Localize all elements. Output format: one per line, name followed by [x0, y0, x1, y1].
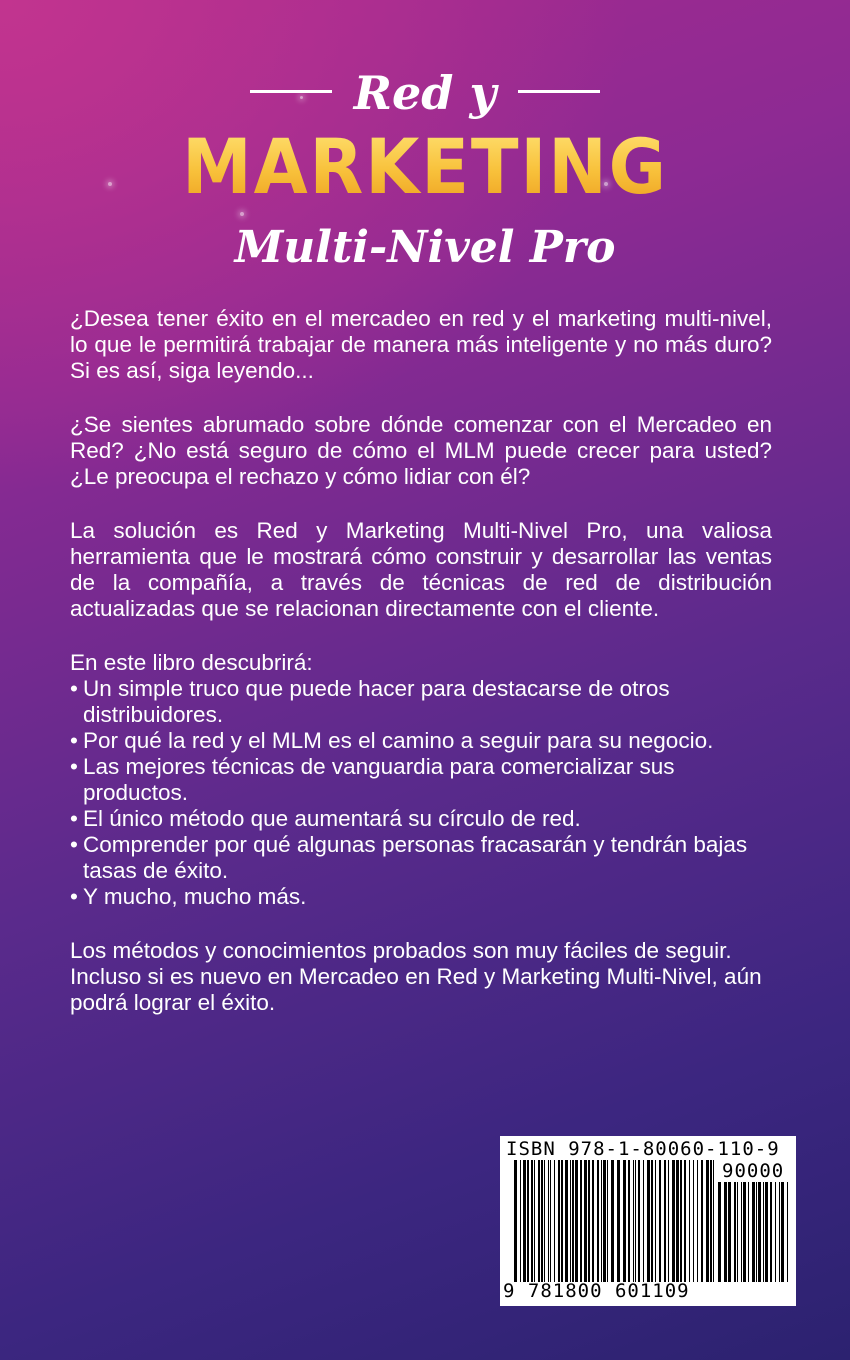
blurb-paragraph-1: ¿Desea tener éxito en el mercadeo en red y el marketing multi-nivel, lo que le permitirá trabajar de manera más inteligente y no más duro? Si es así, siga leyendo...: [70, 306, 772, 383]
barcode-bar: [680, 1160, 682, 1282]
barcode-bar: [684, 1160, 686, 1282]
barcode-bar: [697, 1160, 698, 1282]
list-item: [70, 806, 772, 832]
title-marketing: MARKETING: [34, 122, 816, 211]
barcode-bar: [728, 1182, 731, 1282]
title-red-y: Red y: [353, 66, 497, 120]
bullet-icon: •: [70, 676, 78, 701]
barcode-bar: [520, 1160, 521, 1282]
list-item: [70, 832, 772, 884]
barcode-digits: 9 781800 601109: [503, 1280, 690, 1302]
blurb-paragraph-2: ¿Se sientes abrumado sobre dónde comenzar con el Mercadeo en Red? ¿No está seguro de cómo el MLM puede crecer para usted? ¿Le preocupa el rechazo y cómo lidiar con él?: [70, 412, 772, 489]
title-multi-nivel-pro: Multi-Nivel Pro: [234, 222, 616, 273]
barcode-bar: [775, 1182, 776, 1282]
back-cover-blurb: [70, 306, 772, 1044]
list-item-text: Las mejores técnicas de vanguardia para comercializar sus productos.: [83, 754, 675, 805]
barcode-bar: [787, 1182, 788, 1282]
barcode-bar: [514, 1160, 517, 1282]
barcode-bar: [668, 1160, 669, 1282]
barcode-bar: [713, 1160, 714, 1282]
barcode-bar: [550, 1160, 551, 1282]
barcode-bar: [628, 1160, 630, 1282]
barcode-bar: [737, 1182, 738, 1282]
barcode-bar: [647, 1160, 650, 1282]
list-item-text: Comprender por qué algunas personas fracasarán y tendrán bajas tasas de éxito.: [83, 832, 748, 883]
barcode-bar: [770, 1182, 772, 1282]
list-item: [70, 754, 772, 806]
bullet-icon: •: [70, 728, 78, 753]
bullet-icon: •: [70, 806, 78, 831]
barcode-bar: [544, 1160, 545, 1282]
list-item-text: El único método que aumentará su círculo de red.: [83, 806, 581, 831]
barcode-bar: [611, 1160, 614, 1282]
barcode-bar: [743, 1182, 746, 1282]
barcode-bar: [724, 1182, 727, 1282]
barcode-bar: [548, 1160, 549, 1282]
barcode-bar: [765, 1182, 768, 1282]
list-item: [70, 728, 772, 754]
barcode-bar: [734, 1182, 736, 1282]
barcode-bar: [603, 1160, 606, 1282]
barcode-bar: [572, 1160, 574, 1282]
barcode-bar: [693, 1160, 694, 1282]
cover-title: [0, 50, 850, 290]
barcode-bar: [638, 1160, 640, 1282]
barcode-bar: [588, 1160, 590, 1282]
barcode-bar: [651, 1160, 653, 1282]
bullet-icon: •: [70, 884, 78, 909]
list-item-text: Un simple truco que puede hacer para destacarse de otros distribuidores.: [83, 676, 670, 727]
barcode-bar: [597, 1160, 599, 1282]
barcode-bar: [538, 1160, 540, 1282]
barcode-bar: [531, 1160, 533, 1282]
list-item-text: Y mucho, mucho más.: [83, 884, 307, 909]
barcode-bar: [617, 1160, 620, 1282]
barcode-bar: [655, 1160, 656, 1282]
barcode-bar: [558, 1160, 560, 1282]
barcode-bar: [570, 1160, 571, 1282]
barcode-bar: [752, 1182, 755, 1282]
barcode-bar: [689, 1160, 690, 1282]
list-intro: En este libro descubrirá:: [70, 650, 313, 675]
isbn-number: ISBN 978-1-80060-110-9: [506, 1138, 780, 1160]
list-item: [70, 676, 772, 728]
barcode-bar: [534, 1160, 535, 1282]
barcode-bar: [565, 1160, 568, 1282]
barcode-bar: [635, 1160, 636, 1282]
list-item: [70, 884, 772, 910]
barcode-bar: [763, 1182, 764, 1282]
barcode-bar: [781, 1182, 784, 1282]
barcode-bar: [554, 1160, 555, 1282]
barcode-bars-icon: [514, 1160, 718, 1282]
barcode-bar: [601, 1160, 602, 1282]
benefits-list: [70, 676, 772, 910]
barcode-bar: [607, 1160, 608, 1282]
barcode-bar: [633, 1160, 634, 1282]
barcode-addon-bars-icon: [718, 1182, 790, 1282]
barcode-bar: [580, 1160, 582, 1282]
barcode-bar: [527, 1160, 529, 1282]
list-item-text: Por qué la red y el MLM es el camino a seguir para su negocio.: [83, 728, 714, 753]
blurb-paragraph-4: Los métodos y conocimientos probados son muy fáciles de seguir. Incluso si es nuevo en Mercadeo en Red y Marketing Multi-Nivel, aún podrá lograr el éxito.: [70, 938, 762, 1015]
barcode-bar: [701, 1160, 703, 1282]
price-code: 90000: [722, 1160, 785, 1182]
barcode-bar: [541, 1160, 543, 1282]
blurb-paragraph-3: La solución es Red y Marketing Multi-Nivel Pro, una valiosa herramienta que le mostrará cómo construir y desarrollar las ventas de la compañía, a través de técnicas de red de distribución actualizadas que se relacionan directamente con el cliente.: [70, 518, 772, 621]
barcode-bar: [741, 1182, 742, 1282]
barcode-bar: [664, 1160, 666, 1282]
barcode-bar: [756, 1182, 757, 1282]
barcode-bar: [718, 1182, 721, 1282]
barcode-bar: [575, 1160, 578, 1282]
barcode-bar: [672, 1160, 675, 1282]
bullet-icon: •: [70, 754, 78, 779]
barcode-bar: [592, 1160, 594, 1282]
barcode-bar: [643, 1160, 644, 1282]
barcode-bar: [623, 1160, 626, 1282]
barcode-bar: [758, 1182, 761, 1282]
barcode-bar: [561, 1160, 563, 1282]
barcode-bar: [523, 1160, 526, 1282]
isbn-barcode: [500, 1136, 796, 1306]
barcode-bar: [748, 1182, 749, 1282]
barcode-bar: [779, 1182, 780, 1282]
barcode-bar: [584, 1160, 587, 1282]
barcode-bar: [706, 1160, 709, 1282]
barcode-bar: [710, 1160, 712, 1282]
barcode-bar: [659, 1160, 661, 1282]
bullet-icon: •: [70, 832, 78, 857]
barcode-bar: [676, 1160, 679, 1282]
